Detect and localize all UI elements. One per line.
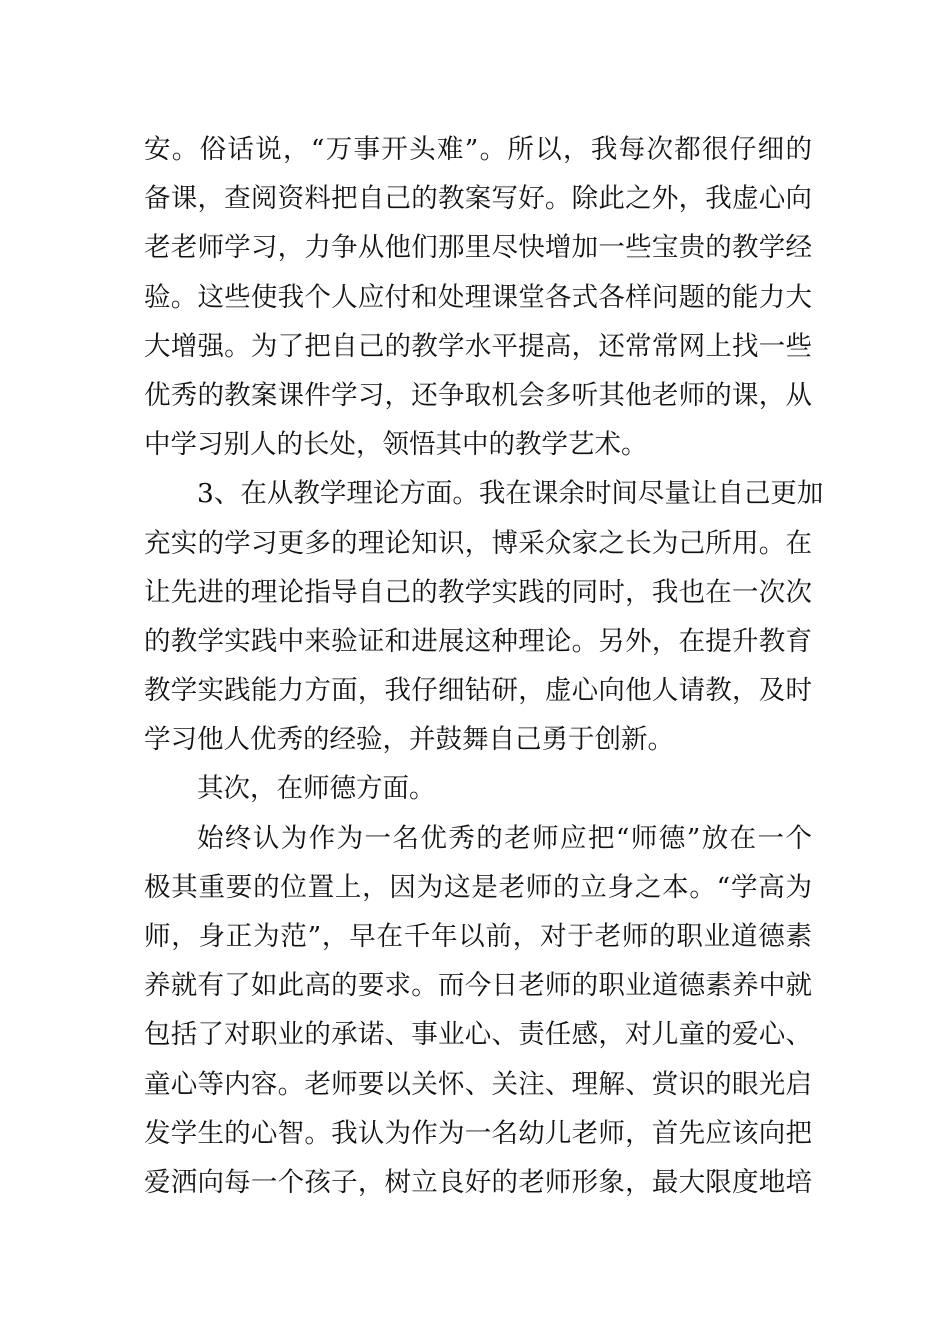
body-text: [144, 125, 824, 1207]
text-line: 大增强。为了把自己的教学水平提高，还常常网上找一些: [144, 330, 812, 362]
text-line: 极其重要的位置上，因为这是老师的立身之本。“学高为: [144, 871, 812, 903]
text-line: 优秀的教案课件学习，还争取机会多听其他老师的课，从: [144, 379, 812, 411]
text-line: 其次，在师德方面。: [197, 773, 436, 805]
text-line: 爱洒向每一个孩子，树立良好的老师形象，最大限度地培: [144, 1166, 812, 1198]
text-line: 养就有了如此高的要求。而今日老师的职业道德素养中就: [144, 970, 812, 1002]
text-line: 始终认为作为一名优秀的老师应把“师德”放在一个: [197, 822, 812, 854]
text-line: 备课，查阅资料把自己的教案写好。除此之外，我虚心向: [144, 183, 812, 215]
text-line: 童心等内容。老师要以关怀、关注、理解、赏识的眼光启: [144, 1068, 812, 1100]
text-line: 教学实践能力方面，我仔细钻研，虚心向他人请教，及时: [144, 675, 812, 707]
text-line: 老老师学习，力争从他们那里尽快增加一些宝贵的教学经: [144, 232, 812, 264]
text-line: 包括了对职业的承诺、事业心、责任感，对儿童的爱心、: [144, 1019, 812, 1051]
text-line: 验。这些使我个人应付和处理课堂各式各样问题的能力大: [144, 281, 812, 313]
text-line: 让先进的理论指导自己的教学实践的同时，我也在一次次: [144, 576, 812, 608]
text-line: 3、在从教学理论方面。我在课余时间尽量让自己更加: [197, 478, 824, 510]
text-line: 学习他人优秀的经验，并鼓舞自己勇于创新。: [144, 724, 674, 756]
text-line: 充实的学习更多的理论知识，博采众家之长为己所用。在: [144, 527, 812, 559]
text-line: 的教学实践中来验证和进展这种理论。另外，在提升教育: [144, 625, 812, 657]
text-line: 师，身正为范”，早在千年以前，对于老师的职业道德素: [144, 921, 812, 952]
text-line: 安。俗话说，“万事开头难”。所以，我每次都很仔细的: [144, 134, 812, 165]
text-line: 发学生的心智。我认为作为一名幼儿老师，首先应该向把: [144, 1117, 812, 1149]
text-line: 中学习别人的长处，领悟其中的教学艺术。: [144, 429, 648, 461]
